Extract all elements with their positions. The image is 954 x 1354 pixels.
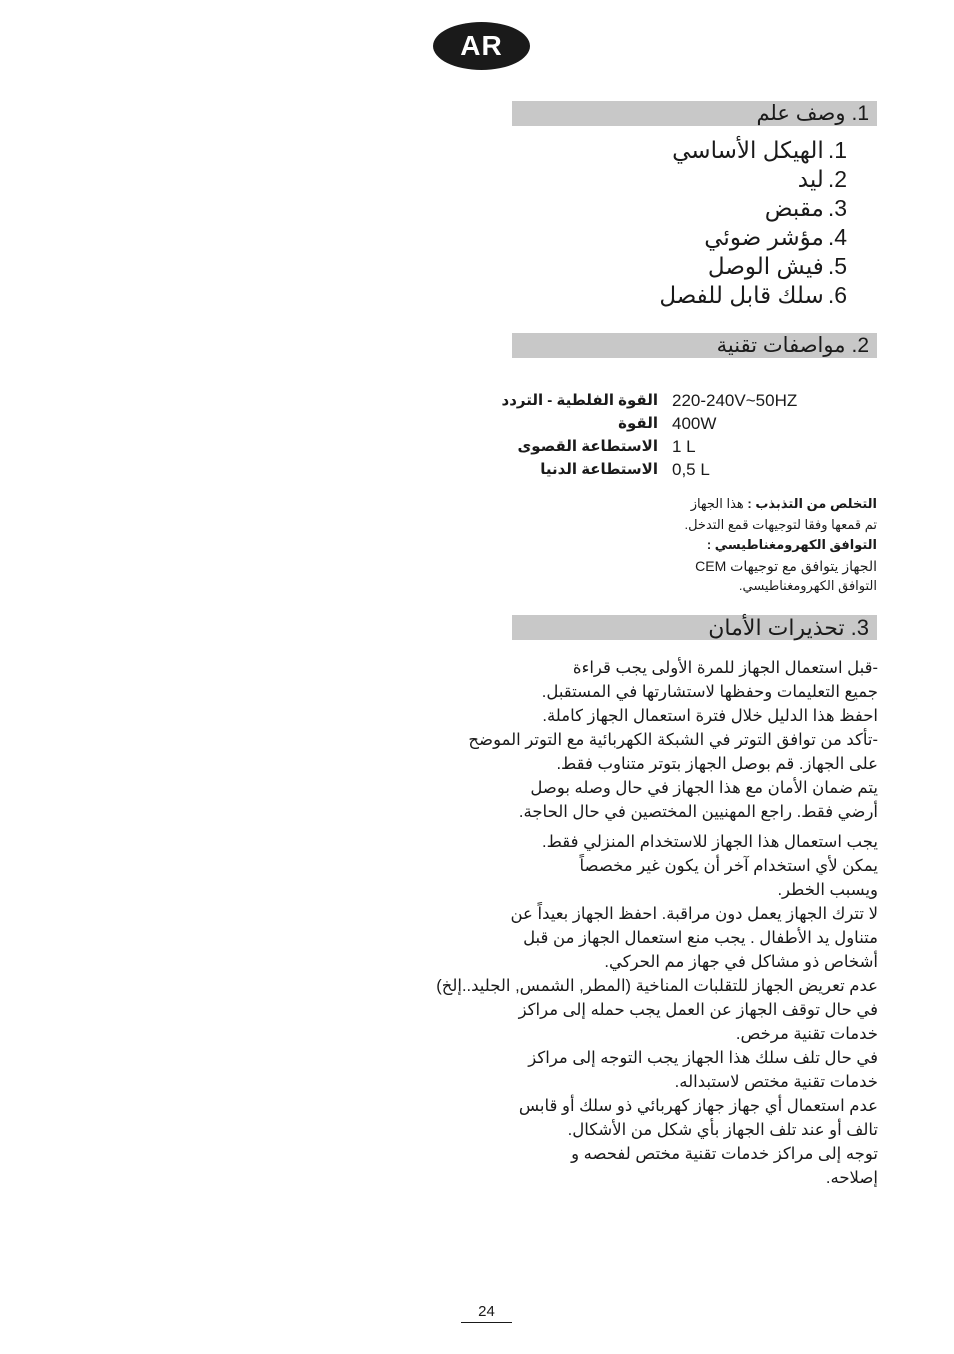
interference-text-2: تم قمعها وفقا لتوجيهات قمع التدخل. (684, 516, 877, 532)
spec-value: 1 L (672, 437, 696, 456)
spec-label: الاستطاعة القصوى (517, 438, 658, 455)
spec-value: 400W (672, 414, 717, 433)
section-title: وصف علم (756, 102, 846, 125)
item-label: فيش الوصل (707, 253, 824, 279)
warning-line: عدم تعريض الجهاز للتقلبات المناخية (المطر, الشمس, الجليد..إلخ) (436, 977, 878, 995)
page-number: 24 (461, 1303, 512, 1323)
section-header-safety-warnings (512, 615, 877, 640)
list-item (659, 194, 847, 223)
warning-line: تالف أو عند تلف الجهاز بأي شكل من الأشكال. (567, 1121, 878, 1139)
item-number: 5. (827, 253, 847, 279)
warnings-block-3 (519, 1046, 878, 1190)
warning-line: على الجهاز. قم بوصل الجهاز بتوتر متناوب فقط. (556, 755, 878, 773)
item-number: 1. (827, 137, 847, 163)
item-label: مؤشر ضوئي (704, 224, 824, 250)
warnings-block-1 (468, 656, 878, 824)
language-badge: AR (433, 22, 530, 70)
item-label: سلك قابل للفصل (659, 282, 824, 308)
warning-line: لا تترك الجهاز يعمل دون مراقبة. احفظ الجهاز بعيداً عن (510, 905, 878, 923)
spec-label: القوة (618, 415, 658, 432)
list-item (659, 223, 847, 252)
warning-line: أرضي فقط. راجع المهنيين المختصين في حال الحاجة. (518, 803, 878, 821)
warnings-block-2 (436, 830, 878, 1046)
item-label: الهيكل الأساسي (672, 137, 824, 163)
table-row (470, 412, 830, 435)
warning-line: إصلاحه. (825, 1169, 878, 1187)
list-item (659, 252, 847, 281)
list-item (659, 165, 847, 194)
interference-text: هذا الجهاز (690, 496, 744, 511)
section-number: 1. (851, 101, 869, 125)
warning-line: يجب استعمال هذا الجهاز للاستخدام المنزلي فقط. (542, 833, 878, 851)
table-row (470, 458, 830, 481)
warning-line: -قبل استعمال الجهاز للمرة الأولى يجب قراءة (572, 659, 878, 677)
parts-list (659, 136, 847, 310)
warning-line: توجه إلى مراكز خدمات تقنية مختص لفحصه و (571, 1145, 878, 1163)
list-item (659, 136, 847, 165)
warning-line: احفظ هذا الدليل خلال فترة استعمال الجهاز كاملة. (542, 707, 878, 725)
interference-line (667, 494, 877, 515)
warning-line: في حال توقف الجهاز عن العمل يجب حمله إلى مراكز (518, 1001, 878, 1019)
warning-line: جميع التعليمات وحفظها لاستشارتها في المستقبل. (541, 683, 878, 701)
section-header-technical-specs (512, 333, 877, 358)
spec-label: الاستطاعة الدنيا (540, 461, 658, 478)
spec-value: 0,5 L (672, 460, 710, 479)
item-number: 2. (827, 166, 847, 192)
item-number: 6. (827, 282, 847, 308)
warning-line: في حال تلف سلك هذا الجهاز يجب التوجه إلى مراكز (528, 1049, 878, 1067)
section-title: مواصفات تقنية (716, 334, 846, 357)
warning-line: خدمات تقنية مختص لاستبداله. (674, 1073, 878, 1091)
warning-line: متناول يد الأطفال . يجب منع استعمال الجهاز من قبل (523, 929, 878, 947)
warning-line: أشخاص ذو مشاكل في جهاز مم الحركي. (604, 953, 878, 971)
spec-label: القوة الفلطية - التردد (501, 392, 658, 409)
section-header-general-description (512, 101, 877, 126)
interference-label: التخلص من التذبذب : (747, 496, 877, 511)
table-row (470, 389, 830, 412)
spec-value: 220-240V~50HZ (672, 391, 798, 410)
emc-label: التوافق الكهرومغناطيسي : (706, 537, 877, 552)
item-number: 4. (827, 224, 847, 250)
warning-line: -تأكد من توافق التوتر في الشبكة الكهربائية مع التوتر الموضح (468, 731, 878, 749)
section-number: 3. (850, 614, 869, 640)
emc-line (667, 535, 877, 556)
section-number: 2. (851, 333, 869, 357)
emc-text-1: الجهاز يتوافق مع توجيهات CEM (695, 557, 877, 574)
warning-line: ويسبب الخطر. (777, 881, 878, 899)
warning-line: عدم استعمال أي جهاز جهاز كهربائي ذو سلك أو قابس (518, 1097, 878, 1115)
list-item (659, 281, 847, 310)
compliance-notes (667, 494, 877, 597)
section-title: تحذيرات الأمان (708, 614, 845, 640)
table-row (470, 435, 830, 458)
item-number: 3. (827, 195, 847, 221)
warning-line: خدمات تقنية مرخص. (735, 1025, 878, 1043)
emc-text-2: التوافق الكهرومغناطيسي. (738, 578, 877, 593)
item-label: مقبض (764, 195, 824, 221)
warning-line: يمكن لأي استخدام آخر أن يكون غير مخصصاً (579, 857, 878, 875)
warning-line: يتم ضمان الأمان مع هذا الجهاز في حال وصله بوصل (530, 779, 878, 797)
specs-table (470, 389, 830, 481)
item-label: ليد (797, 166, 824, 192)
